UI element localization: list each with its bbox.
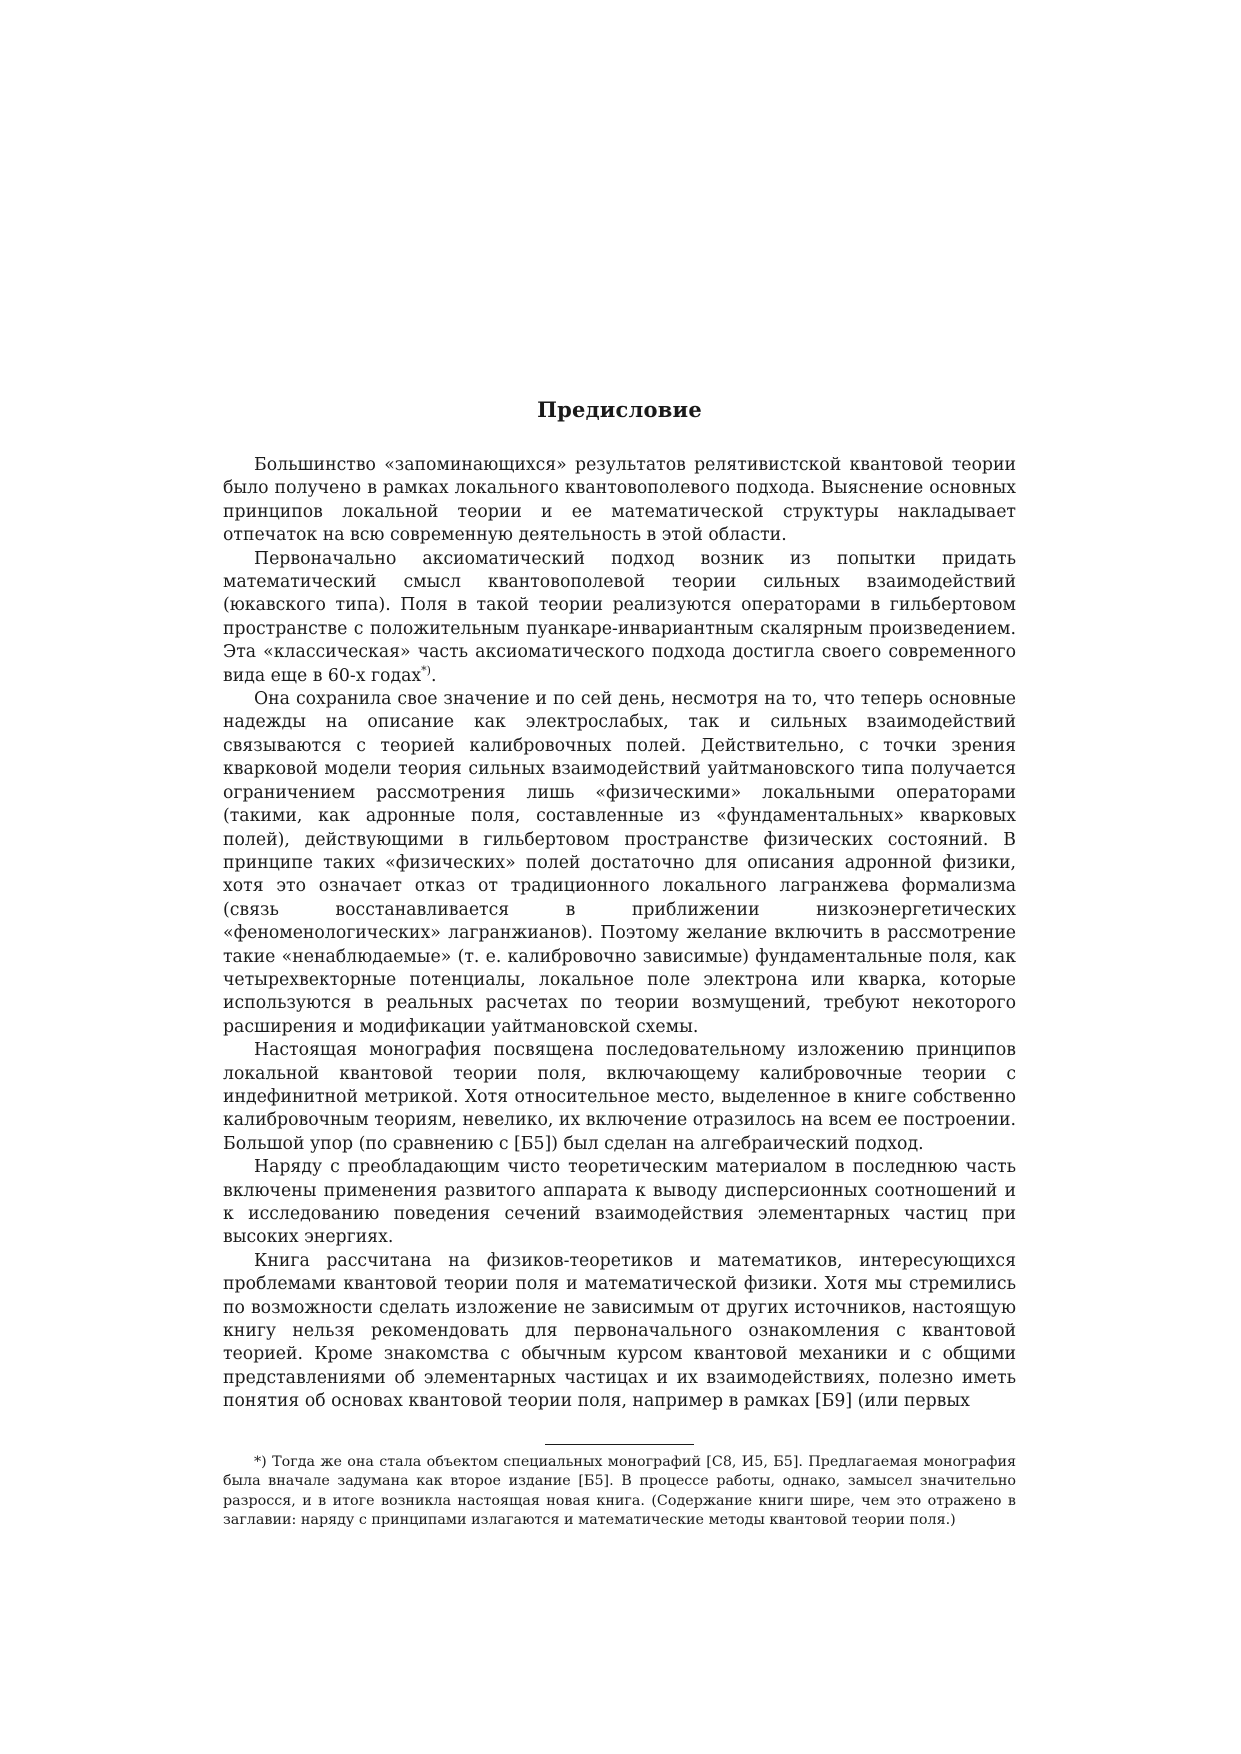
paragraph-5: Наряду с преобладающим чисто теоретическим материалом в последнюю часть включены применения развитого аппарата к выводу дисперсионных соотношений и к исследованию поведения сечений взаимодействия элементарных частиц при высоких энергиях. <box>223 1157 1016 1248</box>
page <box>223 396 1016 1531</box>
paragraph-2-text: Первоначально аксиоматический подход возник из попытки придать математический смысл квантовополевой теории сильных взаимодействий (юкавского типа). Поля в такой теории реализуются операторами в гильбертовом пространстве с положительным пуанкаре-инвариантным скалярным произведением. Эта «классическая» часть аксиоматического подхода достигла своего современного вида еще в 60-х годах <box>223 548 1016 686</box>
page-title: Предисловие <box>537 397 702 422</box>
footnote <box>223 1453 1016 1531</box>
paragraph-4: Настоящая монография посвящена последовательному изложению принципов локальной квантовой теории поля, включающему калибровочные теории с индефинитной метрикой. Хотя относительное место, выделенное в книге собственно калибровочным теориям, невелико, их включение отразилось на всем ее построении. Большой упор (по сравнению с [Б5]) был сделан на алгебраический подход. <box>223 1040 1016 1154</box>
paragraph-2: Первоначально аксиоматический подход возник из попытки придать математический смысл квантовополевой теории сильных взаимодействий (юкавского типа). Поля в такой теории реализуются операторами в гильбертовом пространстве с положительным пуанкаре-инвариантным скалярным произведением. Эта «классическая» часть аксиоматического подхода достигла своего современного вида еще в 60-х годах*). <box>223 548 1016 686</box>
footnote-marker: *) <box>254 1453 267 1470</box>
footnote-text: Тогда же она стала объектом специальных монографий [С8, И5, Б5]. Предлагаемая монография была вначале задумана как второе издание [Б5]. В процессе работы, однако, замысел значительно разросся, и в итоге возникла настоящая новая книга. (Содержание книги шире, чем это отражено в заглавии: наряду с принципами излагаются и математические методы квантовой теории поля.) <box>223 1453 1016 1529</box>
footnote-divider <box>545 1444 694 1445</box>
body-text <box>223 454 1016 1414</box>
footnote-reference[interactable]: *) <box>421 663 431 677</box>
paragraph-6: Книга рассчитана на физиков-теоретиков и математиков, интересующихся проблемами квантовой теории поля и математической физики. Хотя мы стремились по возможности сделать изложение не зависимым от других источников, настоящую книгу нельзя рекомендовать для первоначального ознакомления с квантовой теорией. Кроме знакомства с обычным курсом квантовой механики и с общими представлениями об элементарных частицах и их взаимодействиях, полезно иметь понятия об основах квантовой теории поля, например в рамках [Б9] (или первых <box>223 1250 1016 1412</box>
paragraph-3: Она сохранила свое значение и по сей день, несмотря на то, что теперь основные надежды на описание как электрослабых, так и сильных взаимодействий связываются с теорией калибровочных полей. Действительно, с точки зрения кварковой модели теория сильных взаимодействий уайтмановского типа получается ограничением рассмотрения лишь «физическими» локальными операторами (такими, как адронные поля, составленные из «фундаментальных» кварковых полей), действующими в гильбертовом пространстве физических состояний. В принципе таких «физических» полей достаточно для описания адронной физики, хотя это означает отказ от традиционного локального лагранжева формализма (связь восстанавливается в приближении низкоэнергетических «феноменологических» лагранжианов). Поэтому желание включить в рассмотрение такие «ненаблюдаемые» (т. е. калибровочно зависимые) фундаментальные поля, как четырехвекторные потенциалы, локальное поле электрона или кварка, которые используются в реальных расчетах по теории возмущений, требуют некоторого расширения и модификации уайтмановской схемы. <box>223 689 1016 1037</box>
paragraph-1: Большинство «запоминающихся» результатов релятивистской квантовой теории было получено в рамках локального квантовополевого подхода. Выяснение основных принципов локальной теории и ее математической структуры накладывает отпечаток на всю современную деятельность в этой области. <box>223 455 1016 546</box>
